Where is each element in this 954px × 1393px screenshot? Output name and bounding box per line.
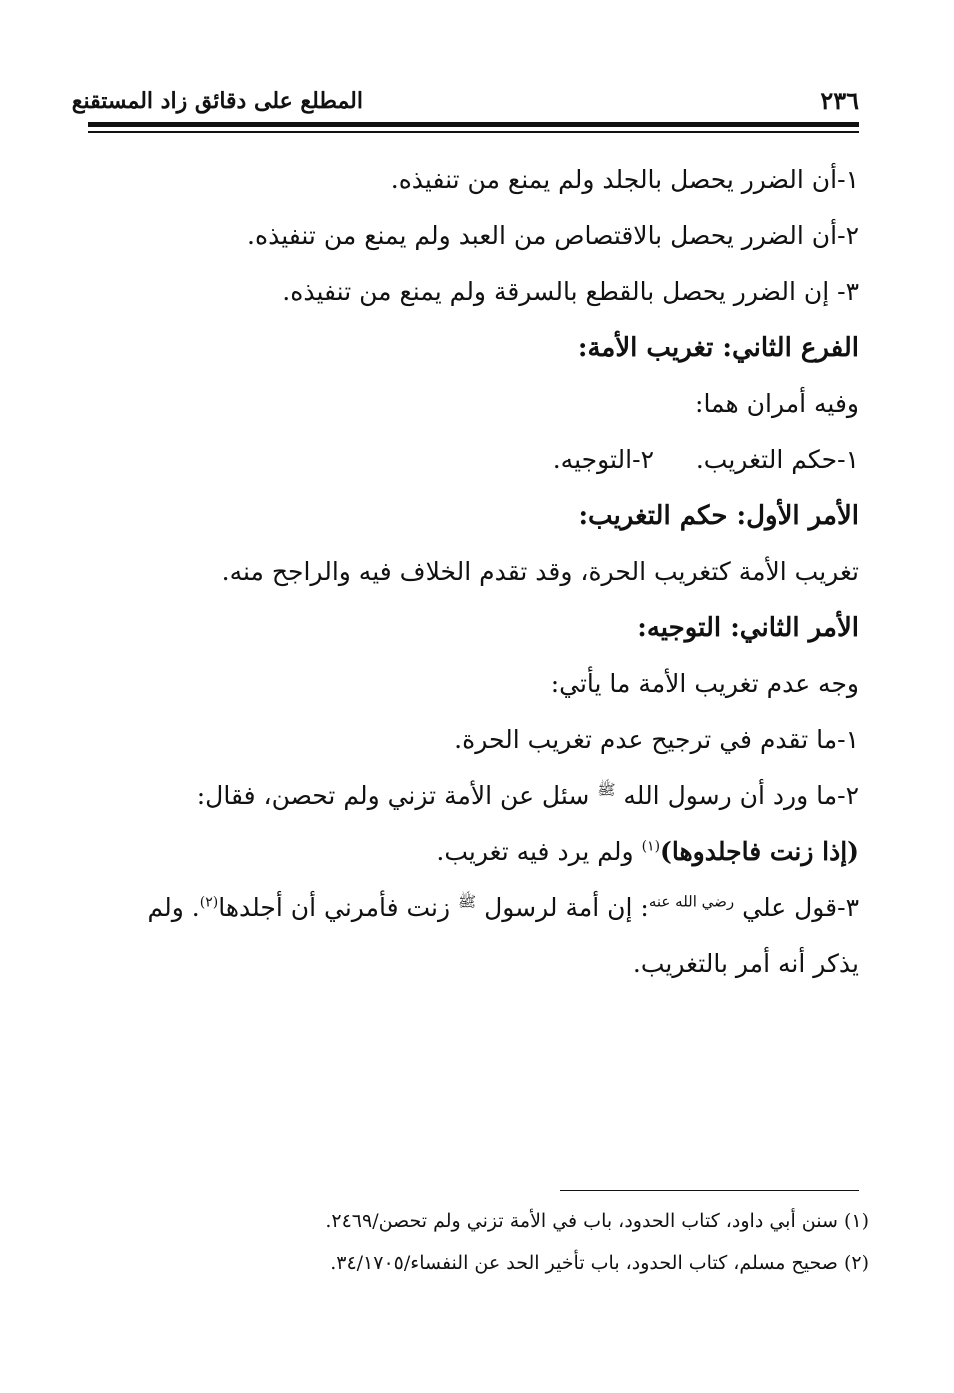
footnote-ref: (١) bbox=[641, 838, 661, 855]
list-item: ١-حكم التغريب. bbox=[695, 445, 859, 474]
text-run: زنت فأمرني أن أجلدها bbox=[218, 893, 459, 922]
text-run: ٣-قول علي bbox=[734, 893, 859, 922]
footnotes bbox=[100, 1200, 869, 1284]
section-heading: الأمر الأول: حكم التغريب: bbox=[578, 501, 859, 531]
header-rule-thin bbox=[88, 131, 859, 133]
two-item-list bbox=[100, 432, 859, 488]
footnote: (١) سنن أبي داود، كتاب الحدود، باب في الأمة تزني ولم تحصن/٢٤٦٩. bbox=[325, 1210, 869, 1232]
main-text bbox=[100, 152, 859, 992]
footnote-ref: (٢) bbox=[199, 894, 219, 911]
header-rule-thick bbox=[88, 122, 859, 127]
list-item: ١-أن الضرر يحصل بالجلد ولم يمنع من تنفيذه. bbox=[390, 165, 859, 194]
section-heading: الأمر الثاني: التوجيه: bbox=[637, 613, 859, 643]
text-run: ٢-ما ورد أن رسول الله bbox=[615, 781, 859, 810]
list-item: ٣- إن الضرر يحصل بالقطع بالسرقة ولم يمنع من تنفيذه. bbox=[282, 277, 859, 306]
list-item bbox=[100, 880, 859, 936]
paragraph: تغريب الأمة كتغريب الحرة، وقد تقدم الخلاف فيه والراجح منه. bbox=[221, 557, 859, 586]
list-item: ٢-التوجيه. bbox=[552, 445, 654, 474]
list-item-continuation bbox=[100, 824, 859, 880]
honorific: ﷺ bbox=[458, 892, 477, 911]
text-run: سئل عن الأمة تزني ولم تحصن، فقال: bbox=[196, 781, 598, 810]
page-number: ٢٣٦ bbox=[820, 86, 859, 115]
list-item: ١-ما تقدم في ترجيح عدم تغريب الحرة. bbox=[454, 725, 859, 754]
paragraph: وفيه أمران هما: bbox=[695, 389, 859, 418]
list-item bbox=[100, 768, 859, 824]
text-run: : إن أمة لرسول bbox=[476, 893, 649, 922]
list-item: ٢-أن الضرر يحصل بالاقتصاص من العبد ولم يمنع من تنفيذه. bbox=[247, 221, 859, 250]
paragraph: وجه عدم تغريب الأمة ما يأتي: bbox=[550, 669, 859, 698]
footnote: (٢) صحيح مسلم، كتاب الحدود، باب تأخير الحد عن النفساء/٣٤/١٧٠٥. bbox=[330, 1252, 869, 1274]
list-item-continuation: يذكر أنه أمر بالتغريب. bbox=[632, 949, 859, 978]
book-title: المطلع على دقائق زاد المستقنع bbox=[71, 88, 363, 114]
honorific: رضي الله عنه bbox=[648, 892, 735, 911]
honorific: ﷺ bbox=[597, 780, 616, 799]
text-run: . ولم bbox=[147, 893, 200, 922]
footnote-separator bbox=[560, 1190, 859, 1191]
hadith-quote: (إذا زنت فاجلدوها) bbox=[660, 837, 859, 866]
section-heading: الفرع الثاني: تغريب الأمة: bbox=[577, 333, 859, 363]
text-run: ولم يرد فيه تغريب. bbox=[436, 837, 642, 866]
running-header bbox=[71, 86, 859, 122]
